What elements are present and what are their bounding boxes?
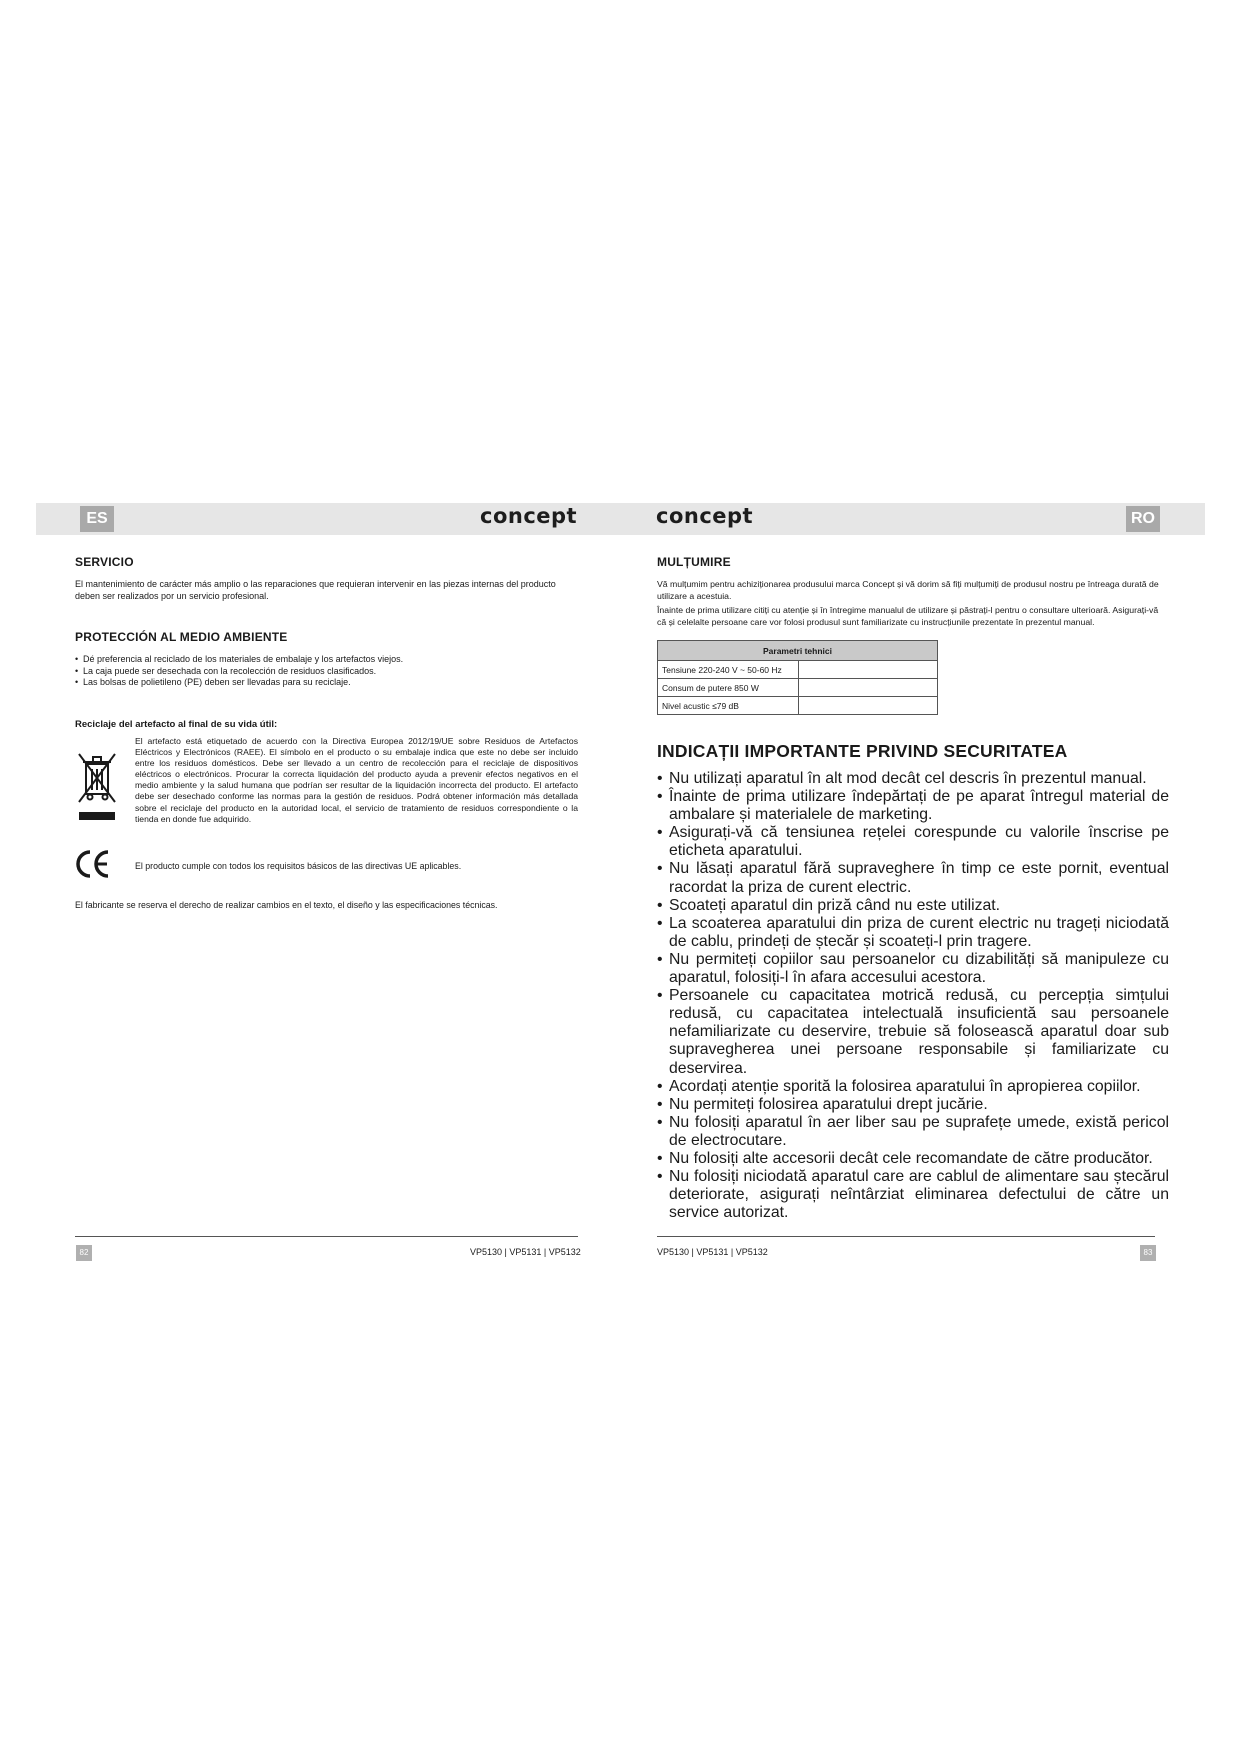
list-item: • Nu utilizați aparatul în alt mod decât cel descris în prezentul manual. <box>657 770 1169 788</box>
page-number-left: 82 <box>76 1245 92 1261</box>
list-item: • Nu lăsați aparatul fără supraveghere în timp ce este pornit, eventual racordat la priza de curent electric. <box>657 860 1169 896</box>
brand-logo-right: concept <box>656 504 754 528</box>
table-row <box>658 679 938 697</box>
ce-text: El producto cumple con todos los requisitos básicos de las directivas UE aplicables. <box>135 860 462 871</box>
table-cell: Tensiune 220-240 V ~ 50-60 Hz <box>658 661 799 679</box>
model-numbers-right: VP5130 | VP5131 | VP5132 <box>657 1247 768 1257</box>
list-item: • Las bolsas de polietileno (PE) deben ser llevadas para su reciclaje. <box>75 677 578 689</box>
brand-logo-left: concept <box>480 504 578 528</box>
list-item: • Nu folosiți niciodată aparatul care are cablul de alimentare sau ștecărul deteriorate, asigurați neîntârziat eliminarea defectului de către un service autorizat. <box>657 1168 1169 1222</box>
servicio-text: El mantenimiento de carácter más amplio o las reparaciones que requieran intervenir en las piezas internas del producto deben ser realizados por un servicio profesional. <box>75 579 556 601</box>
list-item: • Acordați atenție sporită la folosirea aparatului în apropierea copiilor. <box>657 1078 1169 1096</box>
list-item: • Nu permiteți copiilor sau persoanelor cu dizabilități să manipuleze cu aparatul, folosiți-l în afara accesului acestora. <box>657 951 1169 987</box>
table-title: Parametri tehnici <box>658 641 938 661</box>
language-badge-es: ES <box>80 506 114 532</box>
list-item: • Înainte de prima utilizare îndepărtați de pe aparat întregul material de ambalare și materialele de marketing. <box>657 788 1169 824</box>
thanks-heading: MULȚUMIRE <box>657 555 731 569</box>
ce-mark-icon <box>75 849 135 884</box>
weee-section <box>75 736 578 829</box>
list-item: • Persoanele cu capacitatea motrică redusă, cu percepția simțului redusă, cu capacitatea intelectuală insuficientă sau persoanele nefamiliarizate cu deservire, trebuie să folosească aparatul doar sub supravegherea unei persoane responsabile și familiarizate cu deservirea. <box>657 987 1169 1077</box>
table-row <box>658 697 938 715</box>
recycle-heading: Reciclaje del artefacto al final de su vida útil: <box>75 718 278 730</box>
list-item: • La scoaterea aparatului din priza de curent electric nu trageți niciodată de cablu, prindeți de ștecăr și scoateți-l prin tragere. <box>657 915 1169 951</box>
table-cell: Nivel acustic ≤79 dB <box>658 697 799 715</box>
thanks-paragraph-1: Vă mulțumim pentru achiziționarea produsului marca Concept și vă dorim să fiți mulțumiți de produsul nostru pe întreaga durată de utilizare a acestuia. <box>657 579 1159 601</box>
table-cell: Consum de putere 850 W <box>658 679 799 697</box>
ce-section <box>75 849 578 884</box>
footer-rule-left <box>75 1236 578 1237</box>
technical-parameters-table <box>657 640 938 715</box>
language-badge-ro: RO <box>1126 506 1160 532</box>
list-item: • Nu permiteți folosirea aparatului drept jucărie. <box>657 1096 1169 1114</box>
list-item: • Nu folosiți alte accesorii decât cele recomandate de către producător. <box>657 1150 1169 1168</box>
list-item: • Dé preferencia al reciclado de los materiales de embalaje y los artefactos viejos. <box>75 654 578 666</box>
model-numbers-left: VP5130 | VP5131 | VP5132 <box>470 1247 581 1257</box>
list-item: • La caja puede ser desechada con la recolección de residuos clasificados. <box>75 666 578 678</box>
environment-heading: PROTECCIÓN AL MEDIO AMBIENTE <box>75 630 288 644</box>
manufacturer-note: El fabricante se reserva el derecho de realizar cambios en el texto, el diseño y las especificaciones técnicas. <box>75 900 498 910</box>
table-row <box>658 661 938 679</box>
page-right <box>657 555 1169 1222</box>
safety-list <box>657 770 1169 1222</box>
list-item: • Asigurați-vă că tensiunea rețelei corespunde cu valorile înscrise pe eticheta aparatului. <box>657 824 1169 860</box>
servicio-heading: SERVICIO <box>75 555 134 569</box>
table-cell-empty <box>799 661 938 679</box>
page-number-right: 83 <box>1140 1245 1156 1261</box>
environment-list <box>75 654 578 689</box>
recycle-text: El artefacto está etiquetado de acuerdo con la Directiva Europea 2012/19/UE sobre Residuos de Artefactos Eléctricos y Electrónicos (RAEE). El símbolo en el producto o su embalaje indica que este no debe ser incluido entre los residuos domésticos. Debe ser llevado a un centro de recolección para el reciclaje de dispositivos eléctricos o electrónicos. Procurar la correcta liquidación del producto ayuda a prevenir efectos negativos en el medio ambiente y la salud humana que podrían ser resultar de la liquidación incorrecta del producto. El artefacto debe ser desechado conforme las normas para la gestión de residuos. Podrá obtener información más detallada sobre el reciclaje del producto en la autoridad local, el servicio de tratamiento de residuos correspondiente o la tienda en donde fue adquirido. <box>135 736 578 824</box>
page-left <box>75 555 578 912</box>
list-item: • Nu folosiți aparatul în aer liber sau pe suprafețe umede, există pericol de electrocutare. <box>657 1114 1169 1150</box>
safety-heading: INDICAȚII IMPORTANTE PRIVIND SECURITATEA <box>657 741 1068 761</box>
weee-bin-icon <box>75 736 135 829</box>
table-cell-empty <box>799 697 938 715</box>
list-item: • Scoateți aparatul din priză când nu este utilizat. <box>657 897 1169 915</box>
table-cell-empty <box>799 679 938 697</box>
footer-rule-right <box>657 1236 1155 1237</box>
thanks-paragraph-2: Înainte de prima utilizare citiți cu atenție și în întregime manualul de utilizare și păstrați-l pentru o consultare ulterioară. Asigurați-vă că și celelalte persoane care vor folosi produsul sunt familiarizate cu instrucțiunile prezentate în prezentul manual. <box>657 605 1159 627</box>
